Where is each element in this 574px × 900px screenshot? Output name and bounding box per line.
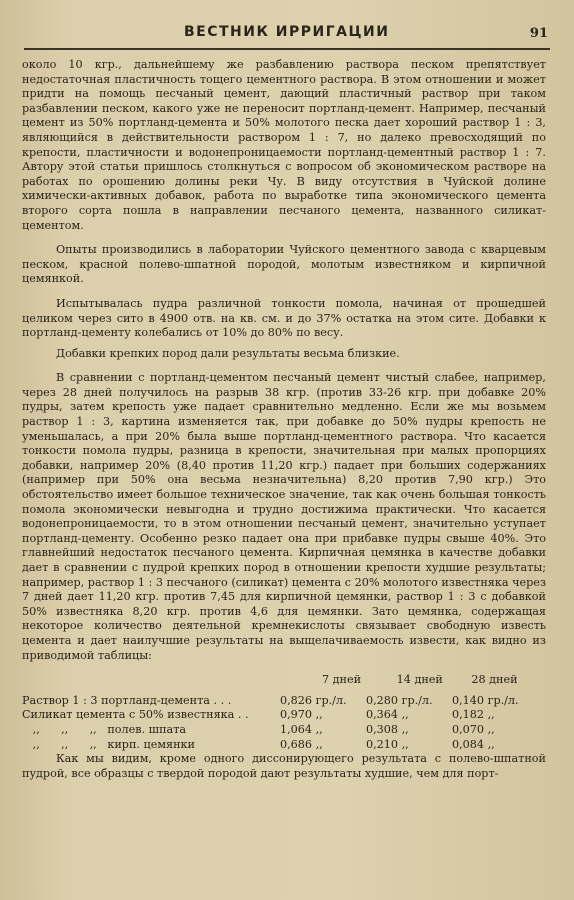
paragraph: Добавки крепких пород дали результаты весьма близкие. bbox=[56, 346, 400, 360]
table-cell: 0,210 ,, bbox=[366, 737, 409, 751]
table-cell: 0,084 ,, bbox=[452, 737, 495, 751]
table-row bbox=[22, 723, 546, 738]
table-cell: 0,182 ,, bbox=[452, 708, 495, 722]
table-cell: 0,308 ,, bbox=[366, 722, 409, 736]
column-header: 28 дней bbox=[471, 673, 518, 687]
paragraph: Испытывалась пудра различной тонкости помола, начиная от прошедшей целиком через сито в 4900 отв. на кв. см. и до 37% остатка на этом сите. Добавки к портланд-цементу колебались от 10% до 80% по весу. bbox=[22, 296, 546, 340]
column-header: 7 дней bbox=[322, 673, 362, 687]
table-cell: 0,140 гр./л. bbox=[452, 693, 519, 707]
row-label: ,, ,, ,, кирп. цемянки bbox=[22, 737, 196, 751]
closing-paragraph: Как мы видим, кроме одного диссонирующего результата с полево-шпатной пудрой, все образцы с твердой породой дают результаты худшие, чем для порт- bbox=[22, 752, 546, 780]
page-number: 91 bbox=[529, 26, 548, 41]
article-body bbox=[22, 58, 546, 781]
table-row bbox=[22, 738, 546, 753]
row-label: Силикат цемента с 50% известняка . . bbox=[22, 708, 249, 722]
table-cell: 1,064 ,, bbox=[280, 722, 323, 736]
running-header bbox=[24, 22, 550, 50]
row-label: Раствор 1 : 3 портланд-цемента . . . bbox=[22, 693, 232, 707]
paragraph: около 10 кгр., дальнейшему же разбавлению раствора песком препятствует недостаточная пластичность тощего цементного раствора. В этом отношении и может придти на помощь песчаный цемент, дающий пластичный раствор при таком разбавлении песком, какого уже не переносит портланд-цемент. Например, песчаный цемент из 50% портланд-цемента и 50% молотого песка дает хороший раствор 1 : 3, являющийся в действительности раствором 1 : 7, но далеко превосходящий по крепости, пластичности и водонепроницаемости портланд-цементный раствор 1 : 7. Автору этой статьи пришлось столкнуться с вопросом об экономическом растворе на работах по орошению долины реки Чу. В виду отсутствия в Чуйской долине химически-активных добавок, работа по выработке типа экономического цемента второго сорта пошла в направлении песчаного цемента, названного силикат-цементом. bbox=[22, 58, 546, 232]
table-cell: 0,280 гр./л. bbox=[366, 693, 433, 707]
paragraph: В сравнении с портланд-цементом песчаный цемент чистый слабее, например, через 28 дней получилось на разрыв 38 кгр. (против 33-26 кгр. при добавке 20% пудры, затем крепость уже падает сравнительно медленно. Если же мы возьмем раствор 1 : 3, картина изменяется так, при добавке до 50% пудры крепость не уменьшалась, а при 20% была выше портланд-цементного раствора. Что касается тонкости помола пудры, разница в крепости, значительная при малых пропорциях добавки, например 20% (8,40 против 11,20 кгр.) падает при больших содержаниях (например при 50% она весьма незначительна) 8,20 против 7,90 кгр.) Это обстоятельство имеет большое техническое значение, так как очень большая тонкость помола экономически невыгодна и трудно достижима практически. Что касается водонепроницаемости, то в этом отношении песчаный цемент, значительно уступает портланд-цементу. Особенно резко падает она при прибавке пудры свыше 40%. Это главнейший недостаток песчаного цемента. Кирпичная цемянка в качестве добавки дает в сравнении с пудрой крепких пород в отношении крепости худшие результаты; например, раствор 1 : 3 песчаного (силикат) цемента с 20% молотого известняка через 7 дней дает 11,20 кгр. против 7,45 для кирпичной цемянки, раствор 1 : 3 с добавкой 50% известняка 8,20 кгр. против 4,6 для цемянки. Зато цемянка, содержащая некоторое количество деятельной кремнекислоты связывает свободную известь цемента и дает наилучшие результаты на выщелачиваемость извести, как видно из приводимой таблицы: bbox=[22, 371, 546, 662]
table-cell: 0,364 ,, bbox=[366, 708, 409, 722]
table-row bbox=[22, 694, 546, 709]
column-header: 14 дней bbox=[396, 673, 443, 687]
row-label: ,, ,, ,, полев. шпата bbox=[22, 722, 187, 736]
table-cell: 0,686 ,, bbox=[280, 737, 323, 751]
table-cell: 0,826 гр./л. bbox=[280, 693, 347, 707]
table-cell: 0,070 ,, bbox=[452, 722, 495, 736]
paragraph: Опыты производились в лаборатории Чуйского цементного завода с кварцевым песком, красной полево-шпатной породой, молотым известняком и кирпичной цемянкой. bbox=[22, 243, 546, 286]
table-header bbox=[22, 673, 546, 688]
table-row bbox=[22, 708, 546, 723]
leaching-table bbox=[22, 673, 546, 752]
table-cell: 0,970 ,, bbox=[280, 708, 323, 722]
journal-title: ВЕСТНИК ИРРИГАЦИИ bbox=[184, 24, 390, 40]
